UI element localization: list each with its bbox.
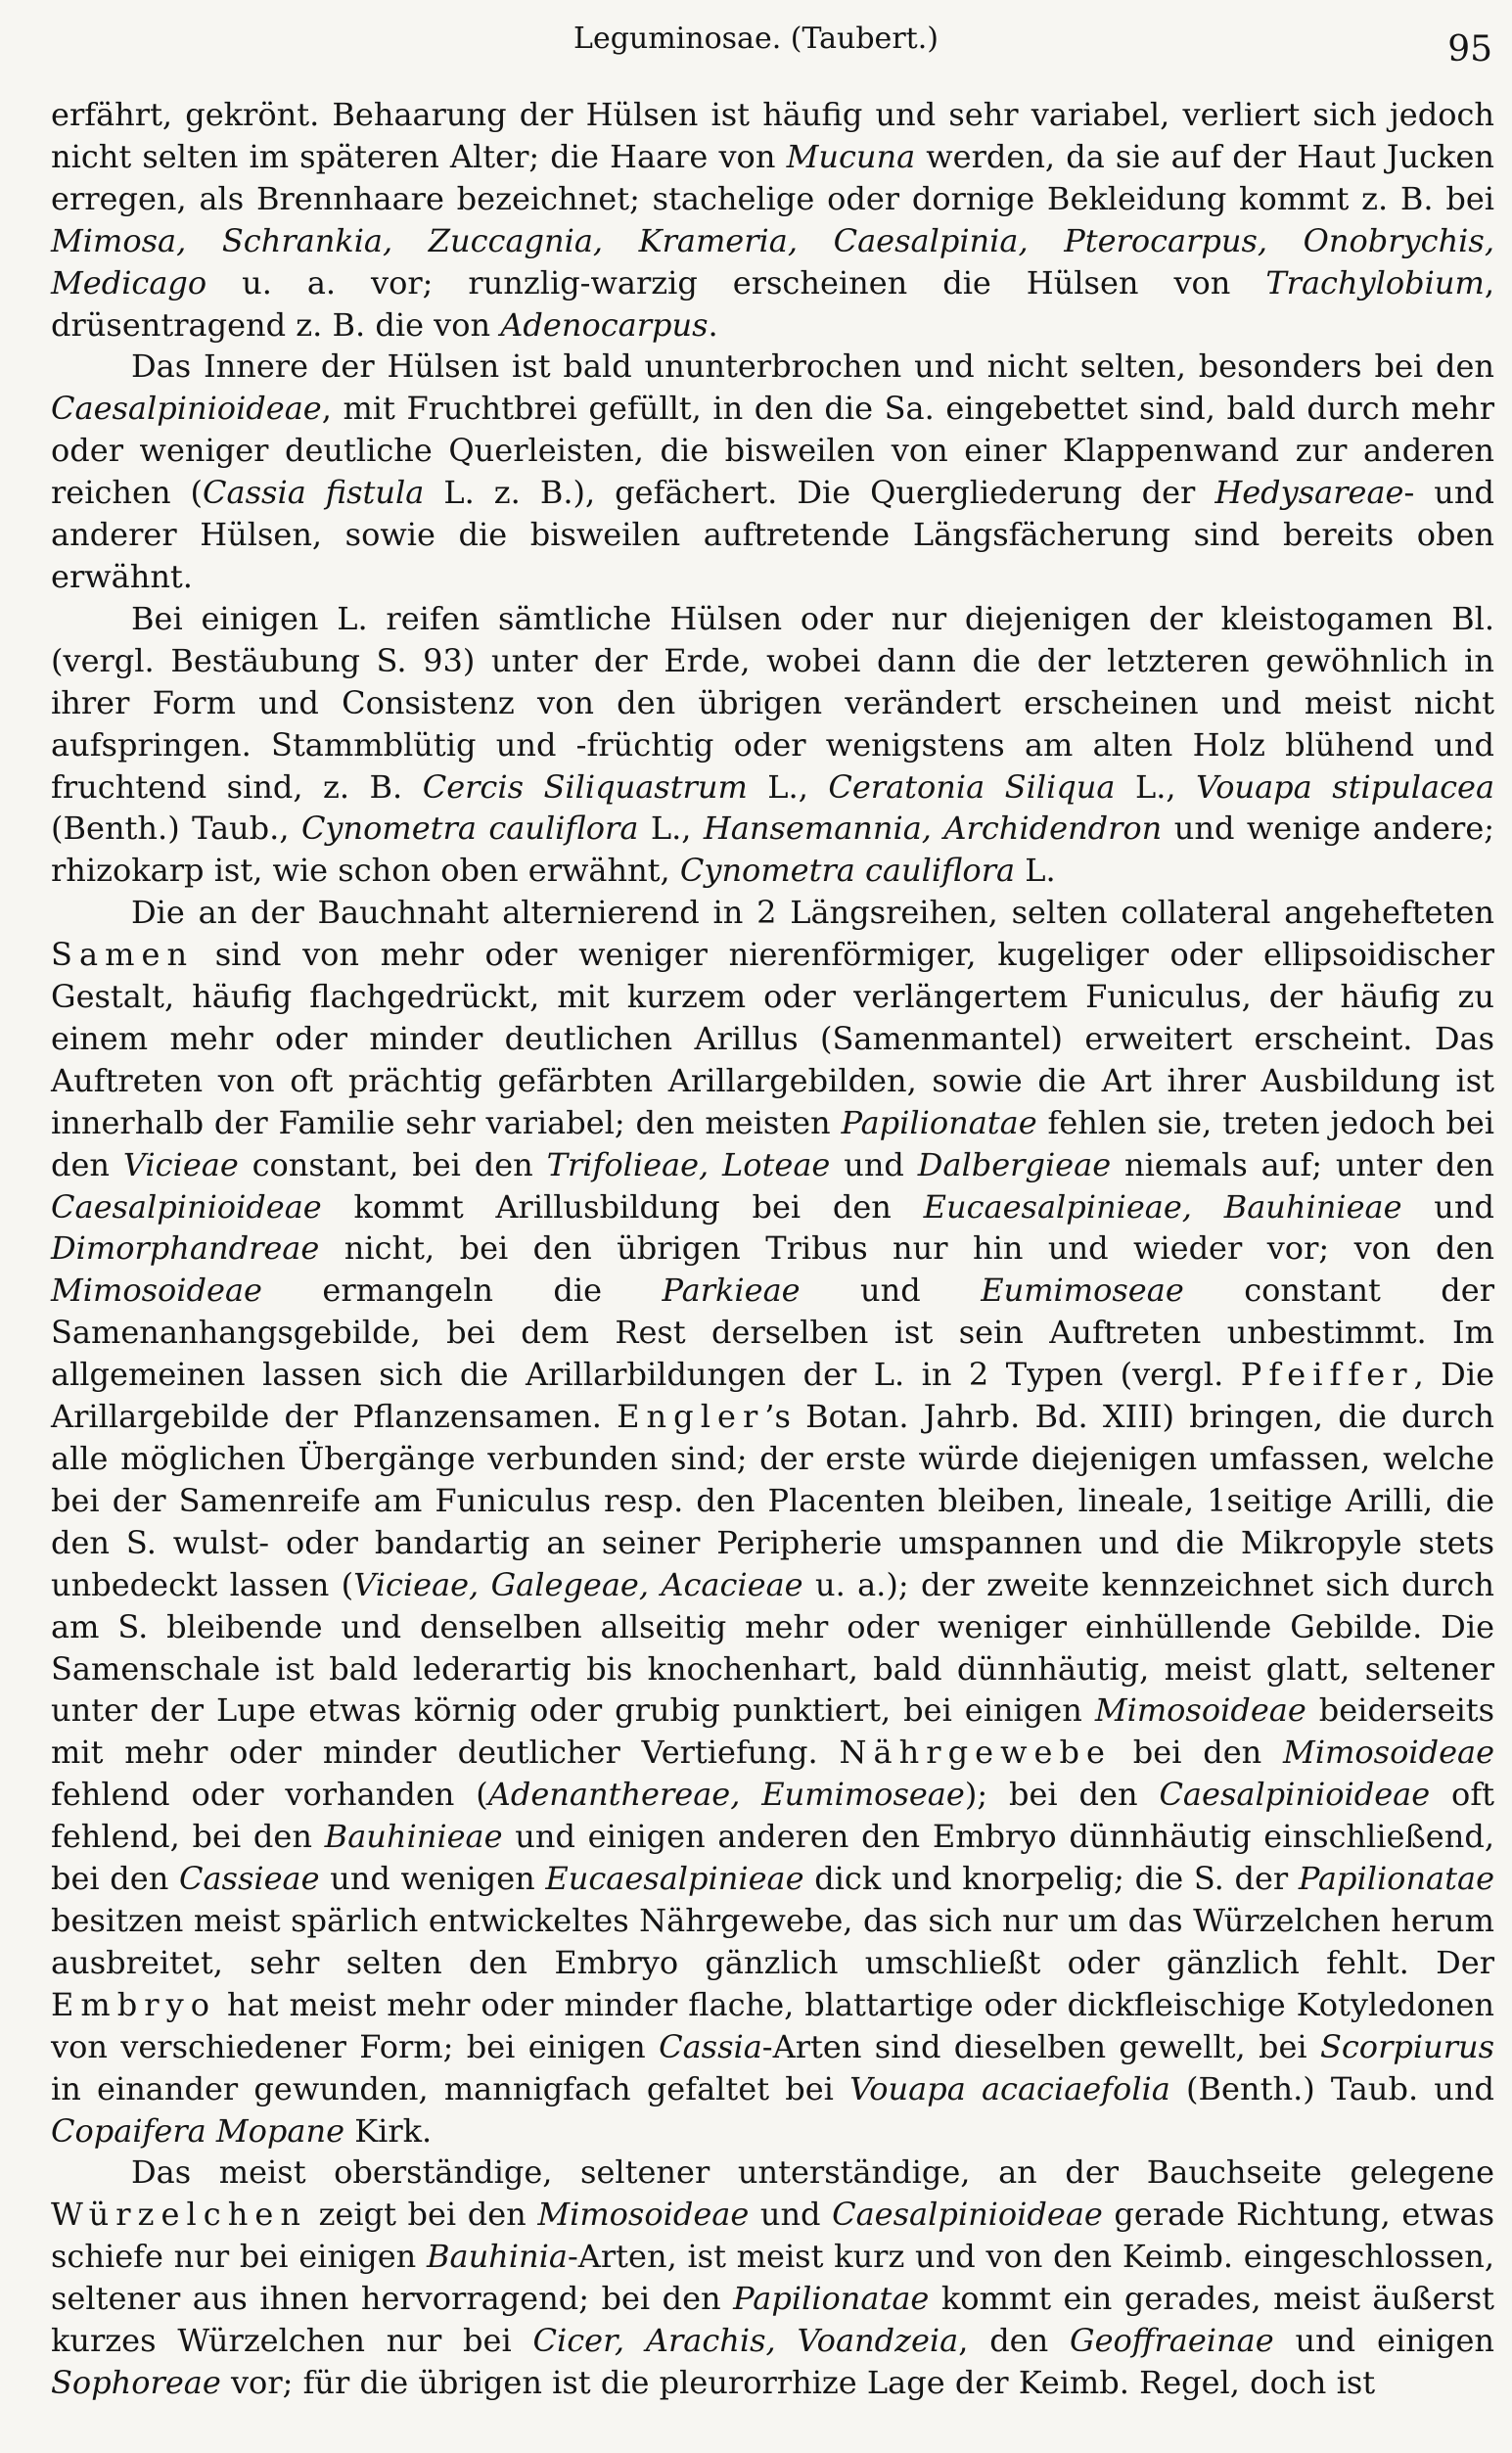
spaced-term: Pfeiffer	[1240, 1356, 1414, 1394]
text-run: ’s Botan. Jahrb. Bd. XIII) bringen, die durch alle möglichen Übergänge verbunden sind; der erste würde diejenigen umfassen, welche bei der Samenreife am Funiculus resp. den Placenten bleiben, lineale, 1seitige Arilli, die den S. wulst- oder bandartig an seiner Peripherie umspannen und die Mikropyle stets unbedeckt lassen (	[51, 1398, 1495, 1603]
text-run: , Die Arillargebilde der Pflanzensamen.	[51, 1356, 1495, 1436]
italic-term: Vicieae, Galegeae, Acacieae	[353, 1565, 803, 1603]
text-run: L. z. B.), gefächert. Die Quergliederung der	[424, 474, 1215, 512]
text-run: , mit Fruchtbrei gefüllt, in den die Sa. eingebettet sind, bald durch mehr oder weniger deutliche Querleisten, die bisweilen von einer Klappenwand zur anderen reichen (	[51, 390, 1494, 512]
text-run: , drüsentragend z. B. die von	[51, 263, 1494, 344]
italic-term: Mimosoideae	[51, 1272, 262, 1310]
italic-term: Papilionatae	[841, 1103, 1037, 1141]
italic-term: Cercis Siliquastrum	[422, 767, 748, 806]
text-run: niemals auf; unter den	[1111, 1145, 1495, 1183]
spaced-term: Engler	[617, 1398, 765, 1436]
text-run: ); bei den	[964, 1776, 1160, 1814]
text-run: -Arten sind dieselben gewellt, bei	[761, 2027, 1320, 2065]
text-run: und	[800, 1272, 982, 1310]
italic-term: Trachylobium	[1265, 263, 1485, 301]
italic-term: Caesalpinioideae	[51, 390, 322, 428]
text-run: dick und knorpelig; die S. der	[803, 1860, 1299, 1898]
italic-term: Adenanthereae, Eumimoseae	[487, 1776, 965, 1814]
italic-term: Cicer, Arachis, Voandzeia	[532, 2322, 959, 2360]
italic-term: Vouapa acaciaefolia	[849, 2069, 1170, 2107]
text-run: bei den	[1112, 1734, 1284, 1772]
text-run: (Benth.) Taub. und	[1169, 2069, 1495, 2107]
paragraph	[51, 892, 1494, 2152]
text-run: erfährt, gekrönt. Behaarung der Hülsen ist häufig und sehr variabel, verliert sich jedoch nicht selten im späteren Alter; die Haare von	[51, 96, 1494, 175]
italic-term: Mimosoideae	[1283, 1734, 1495, 1772]
text-run: ermangeln die	[261, 1272, 663, 1310]
text-run: kommt ein gerades, meist äußerst kurzes Würzelchen nur bei	[51, 2280, 1495, 2360]
text-run: Die an der Bauchnaht alternierend in 2 Längsreihen, selten collateral angehefteten	[131, 894, 1494, 932]
text-run: vor; für die übrigen ist die pleurorrhize Lage der Keimb. Regel, doch ist	[220, 2363, 1376, 2401]
text-run: u. a.); der zweite kennzeichnet sich durch am S. bleibende und denselben allseitig mehr oder weniger einhüllende Gebilde. Die Samenschale ist bald lederartig bis knochenhart, bald dünnhäutig, meist glatt, seltener unter der Lupe etwas körnig oder grubig punktiert, bei einigen	[51, 1565, 1495, 1730]
text-run: fehlend oder vorhanden (	[51, 1776, 488, 1814]
text-run: und einigen anderen den Embryo dünnhäutig einschließend, bei den	[51, 1818, 1495, 1898]
text-run: - und anderer Hülsen, sowie die bisweilen auftretende Längsfächerung sind bereits oben erwähnt.	[51, 474, 1495, 595]
italic-term: Cassia fistula	[203, 474, 425, 512]
italic-term: Hedysareae	[1214, 474, 1404, 512]
text-run: und	[1401, 1187, 1495, 1226]
italic-term: Cassieae	[178, 1860, 320, 1898]
italic-term: Geoffraeinae	[1070, 2322, 1274, 2360]
page-number: 95	[1447, 29, 1492, 69]
text-run: .	[708, 305, 718, 344]
italic-term: Hansemannia, Archidendron	[703, 810, 1163, 848]
italic-term: Scorpiurus	[1319, 2027, 1495, 2065]
italic-term: Eucaesalpinieae	[545, 1860, 804, 1898]
text-run: L.	[1015, 852, 1056, 890]
text-run: in einander gewunden, mannigfach gefaltet bei	[51, 2069, 850, 2107]
italic-term: Vicieae	[122, 1145, 239, 1183]
italic-term: Dalbergieae	[917, 1145, 1112, 1183]
text-run: u. a. vor; runzlig-warzig erscheinen die Hülsen von	[206, 263, 1266, 301]
italic-term: Papilionatae	[733, 2280, 930, 2318]
italic-term: Caesalpinioideae	[51, 1187, 322, 1226]
text-run: zeigt bei den	[307, 2196, 538, 2234]
text-run: L.,	[1115, 767, 1197, 806]
italic-term: Vouapa stipulacea	[1196, 767, 1495, 806]
header-title: Leguminosae. (Taubert.)	[573, 22, 939, 56]
italic-term: Bauhinieae	[324, 1818, 503, 1856]
text-run: L.,	[747, 767, 829, 806]
text-run: gerade Richtung, etwas schiefe nur bei einigen	[51, 2196, 1495, 2276]
text-run: L.,	[638, 810, 704, 848]
italic-term: Eumimoseae	[981, 1272, 1184, 1310]
text-run: constant der Samenanhangsgebilde, bei dem Rest derselben ist sein Auftreten unbestimmt. Im allgemeinen lassen sich die Arillarbildungen der L. in 2 Typen (vergl.	[51, 1272, 1495, 1394]
italic-term: Parkieae	[662, 1272, 801, 1310]
spaced-term: Samen	[51, 936, 195, 974]
italic-term: Cassia	[659, 2027, 762, 2065]
text-run: , den	[958, 2322, 1071, 2360]
paragraph	[51, 598, 1494, 892]
italic-term: Trifolieae, Loteae	[546, 1145, 831, 1183]
paragraph	[51, 346, 1494, 597]
text-run: und	[749, 2196, 833, 2234]
paragraph	[51, 94, 1494, 346]
italic-term: Copaifera Mopane	[51, 2111, 345, 2150]
text-run: und wenige andere; rhizokarp ist, wie schon oben erwähnt,	[51, 810, 1495, 890]
italic-term: Bauhinia	[426, 2238, 568, 2276]
text-run: und einigen	[1273, 2322, 1494, 2360]
text-run: oft fehlend, bei den	[51, 1776, 1495, 1856]
italic-term: Cynometra cauliflora	[679, 852, 1016, 890]
text-run: besitzen meist spärlich entwickeltes Nährgewebe, das sich nur um das Würzelchen herum ausbreitet, sehr selten den Embryo gänzlich umschließt oder gänzlich fehlt. Der	[51, 1901, 1494, 1981]
text-run: werden, da sie auf der Haut Jucken erregen, als Brennhaare bezeichnet; stachelige oder dornige Bekleidung kommt z. B. bei	[51, 137, 1495, 217]
italic-term: Mimosa, Schrankia, Zuccagnia, Krameria, Caesalpinia, Pterocarpus, Onobrychis, Medicago	[51, 221, 1494, 301]
paragraph	[51, 2152, 1494, 2403]
text-run: kommt Arillusbildung bei den	[321, 1187, 924, 1226]
italic-term: Eucaesalpinieae, Bauhinieae	[923, 1187, 1402, 1226]
text-run: (Benth.) Taub.,	[51, 810, 301, 848]
text-run: sind von mehr oder weniger nierenförmiger, kugeliger oder ellipsoidischer Gestalt, häufig flachgedrückt, mit kurzem oder verlängertem Funiculus, der häufig zu einem mehr oder minder deutlichen Arillus (Samenmantel) erweitert erscheint. Das Auftreten von oft prächtig gefärbten Arillargebilden, sowie die Art ihrer Ausbildung ist innerhalb der Familie sehr variabel; den meisten	[51, 936, 1494, 1141]
text-run: und wenigen	[319, 1860, 546, 1898]
text-run: nicht, bei den übrigen Tribus nur hin und wieder vor; von den	[319, 1229, 1494, 1268]
text-run: und	[830, 1145, 918, 1183]
body-text	[51, 94, 1494, 2404]
text-run: -Arten, ist meist kurz und von den Keimb. eingeschlossen, seltener aus ihnen hervorragend; bei den	[51, 2238, 1495, 2318]
text-run: Das meist oberständige, seltener unterständige, an der Bauchseite gelegene	[131, 2153, 1494, 2192]
italic-term: Ceratonia Siliqua	[828, 767, 1116, 806]
italic-term: Adenocarpus	[500, 305, 709, 344]
italic-term: Cynometra cauliflora	[300, 810, 639, 848]
text-run: fehlen sie, treten jedoch bei den	[51, 1103, 1495, 1183]
italic-term: Caesalpinioideae	[1159, 1776, 1431, 1814]
text-run: beiderseits mit mehr oder minder deutlicher Vertiefung.	[51, 1691, 1495, 1772]
spaced-term: Würzelchen	[51, 2196, 308, 2234]
italic-term: Papilionatae	[1298, 1860, 1494, 1898]
spaced-term: Nährgewebe	[839, 1734, 1113, 1772]
italic-term: Mimosoideae	[537, 2196, 750, 2234]
text-run: constant, bei den	[238, 1145, 547, 1183]
text-run: Kirk.	[344, 2111, 433, 2150]
text-run: Bei einigen L. reifen sämtliche Hülsen oder nur diejenigen der kleistogamen Bl. (vergl. Bestäubung S. 93) unter der Erde, wobei dann die der letzteren gewöhnlich in ihrer Form und Consistenz von den übrigen verändert erscheinen und meist nicht aufspringen. Stammblütig und -früchtig oder wenigstens am alten Holz blühend und fruchtend sind, z. B.	[51, 599, 1494, 806]
text-run: hat meist mehr oder minder flache, blattartige oder dickfleischige Kotyledonen von verschiedener Form; bei einigen	[51, 1985, 1494, 2065]
italic-term: Mimosoideae	[1094, 1691, 1306, 1730]
italic-term: Dimorphandreae	[51, 1229, 320, 1268]
italic-term: Sophoreae	[51, 2363, 221, 2401]
text-run: Das Innere der Hülsen ist bald ununterbrochen und nicht selten, besonders bei den	[131, 347, 1494, 386]
spaced-term: Embryo	[51, 1985, 217, 2023]
running-header	[0, 10, 1512, 69]
italic-term: Caesalpinioideae	[832, 2196, 1103, 2234]
italic-term: Mucuna	[786, 137, 916, 175]
